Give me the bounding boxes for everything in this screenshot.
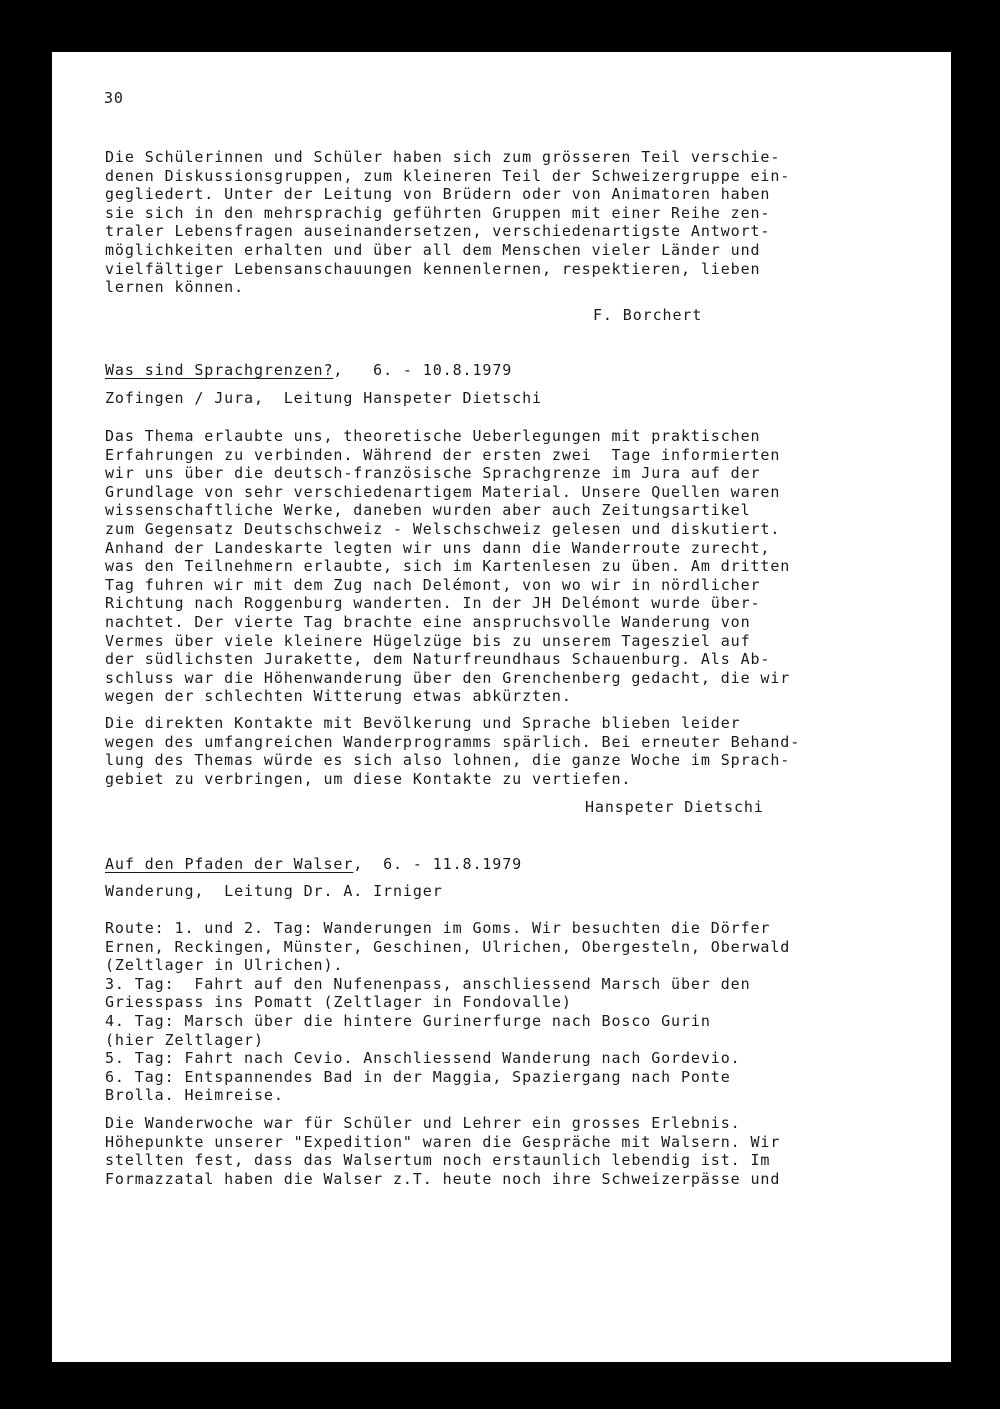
text-line: denen Diskussionsgruppen, zum kleineren Teil der Schweizergruppe ein- (105, 166, 791, 185)
text-line: traler Lebensfragen auseinandersetzen, verschiedenartigste Antwort- (105, 222, 771, 241)
text-line: Richtung nach Roggenburg wanderten. In der JH Delémont wurde über- (105, 594, 761, 613)
text-line: nachtet. Der vierte Tag brachte eine anspruchsvolle Wanderung von (105, 612, 751, 631)
text-line: 5. Tag: Fahrt nach Cevio. Anschliessend Wanderung nach Gordevio. (105, 1049, 741, 1068)
page-number: 30 (104, 89, 124, 107)
text-line: Das Thema erlaubte uns, theoretische Ueberlegungen mit praktischen (105, 427, 761, 445)
text-line: zum Gegensatz Deutschschweiz - Welschschweiz gelesen und diskutiert. (105, 519, 781, 538)
section1-paragraph-1 (105, 427, 790, 706)
text-line: schluss war die Höhenwanderung über den Grenchenberg gedacht, die wir (105, 668, 791, 687)
text-line: der südlichsten Jurakette, dem Naturfreundhaus Schauenburg. Als Ab- (105, 650, 771, 669)
text-line: Griesspass ins Pomatt (Zeltlager in Fondovalle) (105, 993, 572, 1012)
section2-date: , 6. - 11.8.1979 (353, 855, 523, 873)
text-line: (hier Zeltlager) (105, 1030, 264, 1049)
signature-borchert: F. Borchert (593, 306, 703, 324)
document-page (52, 52, 951, 1362)
text-line: Formazzatal haben die Walser z.T. heute noch ihre Schweizerpässe und (105, 1169, 781, 1188)
signature-dietschi: Hanspeter Dietschi (585, 798, 764, 816)
section1-date: , 6. - 10.8.1979 (333, 361, 513, 379)
intro-paragraph (105, 148, 790, 297)
section2-subtitle: Wanderung, Leitung Dr. A. Irniger (105, 882, 443, 900)
section2-title: Auf den Pfaden der Walser (105, 855, 354, 873)
section1-subtitle: Zofingen / Jura, Leitung Hanspeter Dietschi (105, 389, 542, 407)
text-line: wegen der schlechten Witterung etwas abkürzten. (105, 687, 572, 706)
text-line: gegliedert. Unter der Leitung von Brüdern oder von Animatoren haben (105, 185, 771, 204)
text-line: lung des Themas würde es sich also lohnen, die ganze Woche im Sprach- (105, 751, 791, 770)
section1-paragraph-2 (105, 714, 800, 788)
text-line: Erfahrungen zu verbinden. Während der ersten zwei Tage informierten (105, 445, 781, 464)
section2-paragraph (105, 1114, 780, 1188)
text-line: 6. Tag: Entspannendes Bad in der Maggia, Spaziergang nach Ponte (105, 1067, 731, 1086)
text-line: Route: 1. und 2. Tag: Wanderungen im Goms. Wir besuchten die Dörfer (105, 919, 771, 937)
text-line: Die Schülerinnen und Schüler haben sich zum grösseren Teil verschie- (105, 148, 781, 166)
text-line: Vermes über viele kleinere Hügelzüge bis zu unserem Tagesziel auf (105, 631, 751, 650)
section2-heading (105, 855, 522, 874)
text-line: Höhepunkte unserer "Expedition" waren die Gespräche mit Walsern. Wir (105, 1132, 781, 1151)
text-line: was den Teilnehmern erlaubte, sich im Kartenlesen zu üben. Am dritten (105, 557, 791, 576)
text-line: Grundlage von sehr verschiedenartigem Material. Unsere Quellen waren (105, 482, 781, 501)
text-line: Die Wanderwoche war für Schüler und Lehrer ein grosses Erlebnis. (105, 1114, 741, 1132)
section2-route (105, 919, 790, 1105)
section1-title: Was sind Sprachgrenzen? (105, 361, 334, 379)
section1-heading (105, 361, 512, 380)
text-line: lernen können. (105, 278, 245, 297)
text-line: wir uns über die deutsch-französische Sprachgrenze im Jura auf der (105, 464, 761, 483)
text-line: Brolla. Heimreise. (105, 1086, 284, 1105)
text-line: wissenschaftliche Werke, daneben wurden aber auch Zeitungsartikel (105, 501, 751, 520)
text-line: 3. Tag: Fahrt auf den Nufenenpass, anschliessend Marsch über den (105, 974, 751, 993)
text-line: Die direkten Kontakte mit Bevölkerung und Sprache blieben leider (105, 714, 741, 732)
text-line: 4. Tag: Marsch über die hintere Gurinerfurge nach Bosco Gurin (105, 1011, 711, 1030)
text-line: (Zeltlager in Ulrichen). (105, 956, 344, 975)
text-line: vielfältiger Lebensanschauungen kennenlernen, respektieren, lieben (105, 259, 761, 278)
text-line: wegen des umfangreichen Wanderprogramms spärlich. Bei erneuter Behand- (105, 732, 801, 751)
text-line: Anhand der Landeskarte legten wir uns dann die Wanderroute zurecht, (105, 538, 771, 557)
text-line: gebiet zu verbringen, um diese Kontakte zu vertiefen. (105, 769, 632, 788)
text-line: stellten fest, dass das Walsertum noch erstaunlich lebendig ist. Im (105, 1151, 771, 1170)
text-line: Ernen, Reckingen, Münster, Geschinen, Ulrichen, Obergesteln, Oberwald (105, 937, 791, 956)
text-line: Tag fuhren wir mit dem Zug nach Delémont, von wo wir in nördlicher (105, 575, 761, 594)
text-line: sie sich in den mehrsprachig geführten Gruppen mit einer Reihe zen- (105, 203, 771, 222)
text-line: möglichkeiten erhalten und über all dem Menschen vieler Länder und (105, 240, 761, 259)
